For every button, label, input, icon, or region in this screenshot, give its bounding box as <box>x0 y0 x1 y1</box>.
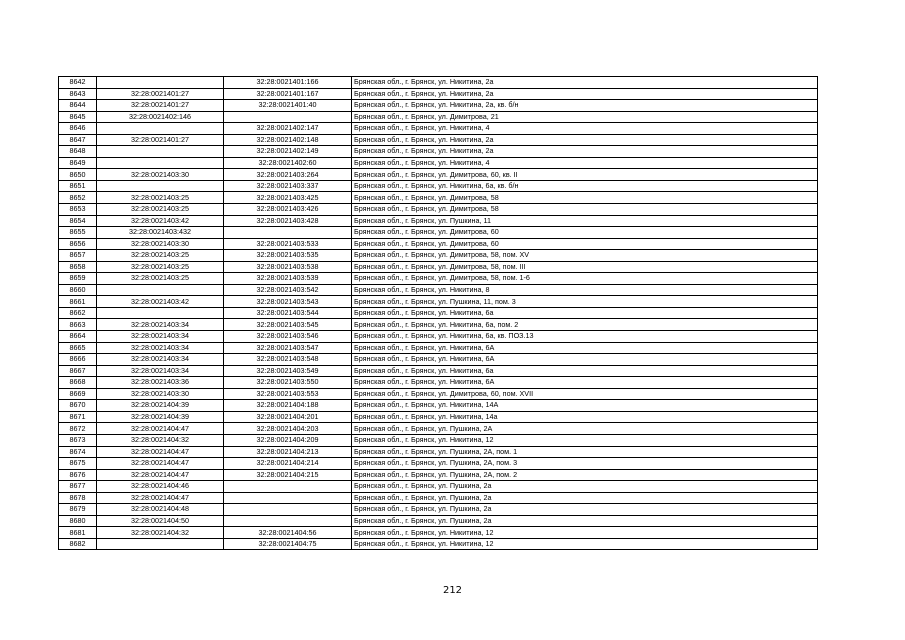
address-cell: Брянская обл., г. Брянск, ул. Димитрова, 60 <box>352 227 818 239</box>
cadastral-number-cell: 32:28:0021404:188 <box>224 400 352 412</box>
address-cell: Брянская обл., г. Брянск, ул. Никитина, 2а, кв. б/н <box>352 100 818 112</box>
cadastral-number-cell: 32:28:0021403:535 <box>224 250 352 262</box>
row-number-cell: 8673 <box>59 434 97 446</box>
cadastral-number-cell: 32:28:0021403:542 <box>224 284 352 296</box>
row-number-cell: 8658 <box>59 261 97 273</box>
address-cell: Брянская обл., г. Брянск, ул. Никитина, 4 <box>352 123 818 135</box>
parent-cadastral-number-cell: 32:28:0021403:34 <box>97 331 224 343</box>
cadastral-number-cell: 32:28:0021403:539 <box>224 273 352 285</box>
parent-cadastral-number-cell: 32:28:0021403:25 <box>97 273 224 285</box>
row-number-cell: 8659 <box>59 273 97 285</box>
address-cell: Брянская обл., г. Брянск, ул. Пушкина, 2А, пом. 2 <box>352 469 818 481</box>
address-cell: Брянская обл., г. Брянск, ул. Никитина, 6а <box>352 365 818 377</box>
page-number: 212 <box>442 585 463 596</box>
cadastral-number-cell: 32:28:0021403:546 <box>224 331 352 343</box>
parent-cadastral-number-cell: 32:28:0021404:47 <box>97 458 224 470</box>
address-cell: Брянская обл., г. Брянск, ул. Никитина, 2а <box>352 134 818 146</box>
row-number-cell: 8675 <box>59 458 97 470</box>
parent-cadastral-number-cell: 32:28:0021403:25 <box>97 261 224 273</box>
cadastral-number-cell: 32:28:0021403:428 <box>224 215 352 227</box>
row-number-cell: 8656 <box>59 238 97 250</box>
address-cell: Брянская обл., г. Брянск, ул. Пушкина, 2А <box>352 423 818 435</box>
cadastral-number-cell: 32:28:0021402:148 <box>224 134 352 146</box>
address-cell: Брянская обл., г. Брянск, ул. Никитина, 14а <box>352 411 818 423</box>
cadastral-number-cell: 32:28:0021404:56 <box>224 527 352 539</box>
table-row <box>59 458 818 470</box>
table-row <box>59 215 818 227</box>
table-row <box>59 77 818 89</box>
parent-cadastral-number-cell: 32:28:0021401:27 <box>97 88 224 100</box>
parent-cadastral-number-cell <box>97 123 224 135</box>
table-row <box>59 111 818 123</box>
row-number-cell: 8657 <box>59 250 97 262</box>
table-row <box>59 423 818 435</box>
row-number-cell: 8645 <box>59 111 97 123</box>
address-cell: Брянская обл., г. Брянск, ул. Никитина, 2а <box>352 146 818 158</box>
row-number-cell: 8664 <box>59 331 97 343</box>
row-number-cell: 8649 <box>59 157 97 169</box>
cadastral-number-cell: 32:28:0021403:553 <box>224 388 352 400</box>
table-row <box>59 319 818 331</box>
row-number-cell: 8647 <box>59 134 97 146</box>
address-cell: Брянская обл., г. Брянск, ул. Никитина, 12 <box>352 538 818 550</box>
cadastral-number-cell: 32:28:0021402:149 <box>224 146 352 158</box>
row-number-cell: 8655 <box>59 227 97 239</box>
table-row <box>59 538 818 550</box>
parent-cadastral-number-cell: 32:28:0021401:27 <box>97 100 224 112</box>
row-number-cell: 8650 <box>59 169 97 181</box>
parent-cadastral-number-cell: 32:28:0021404:47 <box>97 423 224 435</box>
address-cell: Брянская обл., г. Брянск, ул. Пушкина, 2а <box>352 504 818 516</box>
row-number-cell: 8642 <box>59 77 97 89</box>
row-number-cell: 8679 <box>59 504 97 516</box>
address-cell: Брянская обл., г. Брянск, ул. Димитрова, 58, пом. XV <box>352 250 818 262</box>
row-number-cell: 8648 <box>59 146 97 158</box>
table-row <box>59 469 818 481</box>
cadastral-table-body <box>59 77 818 550</box>
table-row <box>59 504 818 516</box>
parent-cadastral-number-cell: 32:28:0021403:30 <box>97 388 224 400</box>
table-row <box>59 388 818 400</box>
parent-cadastral-number-cell <box>97 146 224 158</box>
table-row <box>59 354 818 366</box>
address-cell: Брянская обл., г. Брянск, ул. Пушкина, 2а <box>352 481 818 493</box>
cadastral-number-cell <box>224 504 352 516</box>
address-cell: Брянская обл., г. Брянск, ул. Димитрова, 21 <box>352 111 818 123</box>
row-number-cell: 8676 <box>59 469 97 481</box>
address-cell: Брянская обл., г. Брянск, ул. Пушкина, 11, пом. 3 <box>352 296 818 308</box>
address-cell: Брянская обл., г. Брянск, ул. Димитрова, 60, кв. II <box>352 169 818 181</box>
cadastral-number-cell: 32:28:0021404:203 <box>224 423 352 435</box>
table-row <box>59 284 818 296</box>
address-cell: Брянская обл., г. Брянск, ул. Никитина, 4 <box>352 157 818 169</box>
cadastral-number-cell: 32:28:0021403:547 <box>224 342 352 354</box>
address-cell: Брянская обл., г. Брянск, ул. Димитрова, 58, пом. III <box>352 261 818 273</box>
table-row <box>59 261 818 273</box>
row-number-cell: 8660 <box>59 284 97 296</box>
cadastral-number-cell <box>224 515 352 527</box>
parent-cadastral-number-cell: 32:28:0021404:47 <box>97 469 224 481</box>
parent-cadastral-number-cell: 32:28:0021404:46 <box>97 481 224 493</box>
table-row <box>59 527 818 539</box>
parent-cadastral-number-cell <box>97 77 224 89</box>
table-row <box>59 296 818 308</box>
row-number-cell: 8652 <box>59 192 97 204</box>
parent-cadastral-number-cell: 32:28:0021402:146 <box>97 111 224 123</box>
row-number-cell: 8682 <box>59 538 97 550</box>
cadastral-number-cell: 32:28:0021402:60 <box>224 157 352 169</box>
address-cell: Брянская обл., г. Брянск, ул. Пушкина, 2а <box>352 492 818 504</box>
cadastral-number-cell: 32:28:0021403:545 <box>224 319 352 331</box>
address-cell: Брянская обл., г. Брянск, ул. Никитина, 2а <box>352 88 818 100</box>
table-row <box>59 307 818 319</box>
parent-cadastral-number-cell: 32:28:0021403:34 <box>97 319 224 331</box>
table-row <box>59 88 818 100</box>
cadastral-number-cell: 32:28:0021403:264 <box>224 169 352 181</box>
parent-cadastral-number-cell: 32:28:0021403:25 <box>97 204 224 216</box>
parent-cadastral-number-cell: 32:28:0021403:25 <box>97 250 224 262</box>
cadastral-number-cell <box>224 492 352 504</box>
table-row <box>59 434 818 446</box>
parent-cadastral-number-cell <box>97 180 224 192</box>
row-number-cell: 8666 <box>59 354 97 366</box>
parent-cadastral-number-cell: 32:28:0021401:27 <box>97 134 224 146</box>
address-cell: Брянская обл., г. Брянск, ул. Пушкина, 2А, пом. 3 <box>352 458 818 470</box>
table-row <box>59 377 818 389</box>
parent-cadastral-number-cell: 32:28:0021403:36 <box>97 377 224 389</box>
parent-cadastral-number-cell: 32:28:0021404:39 <box>97 411 224 423</box>
cadastral-number-cell: 32:28:0021403:543 <box>224 296 352 308</box>
cadastral-number-cell <box>224 481 352 493</box>
parent-cadastral-number-cell: 32:28:0021404:32 <box>97 434 224 446</box>
row-number-cell: 8672 <box>59 423 97 435</box>
cadastral-number-cell: 32:28:0021401:167 <box>224 88 352 100</box>
cadastral-number-cell: 32:28:0021403:550 <box>224 377 352 389</box>
table-row <box>59 250 818 262</box>
parent-cadastral-number-cell <box>97 538 224 550</box>
cadastral-number-cell: 32:28:0021401:40 <box>224 100 352 112</box>
parent-cadastral-number-cell: 32:28:0021404:50 <box>97 515 224 527</box>
table-row <box>59 180 818 192</box>
parent-cadastral-number-cell: 32:28:0021403:42 <box>97 215 224 227</box>
parent-cadastral-number-cell: 32:28:0021403:432 <box>97 227 224 239</box>
table-row <box>59 192 818 204</box>
table-row <box>59 146 818 158</box>
cadastral-number-cell: 32:28:0021404:201 <box>224 411 352 423</box>
address-cell: Брянская обл., г. Брянск, ул. Димитрова, 60, пом. XVII <box>352 388 818 400</box>
row-number-cell: 8651 <box>59 180 97 192</box>
parent-cadastral-number-cell: 32:28:0021403:30 <box>97 238 224 250</box>
cadastral-number-cell: 32:28:0021403:426 <box>224 204 352 216</box>
parent-cadastral-number-cell: 32:28:0021404:39 <box>97 400 224 412</box>
cadastral-number-cell: 32:28:0021404:214 <box>224 458 352 470</box>
cadastral-number-cell <box>224 227 352 239</box>
cadastral-table <box>58 76 818 550</box>
table-row <box>59 446 818 458</box>
cadastral-number-cell: 32:28:0021402:147 <box>224 123 352 135</box>
table-row <box>59 123 818 135</box>
row-number-cell: 8667 <box>59 365 97 377</box>
table-row <box>59 157 818 169</box>
parent-cadastral-number-cell <box>97 284 224 296</box>
parent-cadastral-number-cell <box>97 307 224 319</box>
cadastral-number-cell: 32:28:0021404:209 <box>224 434 352 446</box>
address-cell: Брянская обл., г. Брянск, ул. Никитина, 12 <box>352 527 818 539</box>
table-row <box>59 204 818 216</box>
address-cell: Брянская обл., г. Брянск, ул. Никитина, 6А <box>352 354 818 366</box>
table-row <box>59 134 818 146</box>
row-number-cell: 8653 <box>59 204 97 216</box>
cadastral-number-cell <box>224 111 352 123</box>
cadastral-number-cell: 32:28:0021403:549 <box>224 365 352 377</box>
table-row <box>59 169 818 181</box>
row-number-cell: 8670 <box>59 400 97 412</box>
address-cell: Брянская обл., г. Брянск, ул. Никитина, 6А <box>352 342 818 354</box>
table-row <box>59 400 818 412</box>
table-row <box>59 515 818 527</box>
table-row <box>59 365 818 377</box>
parent-cadastral-number-cell: 32:28:0021404:48 <box>97 504 224 516</box>
row-number-cell: 8681 <box>59 527 97 539</box>
row-number-cell: 8668 <box>59 377 97 389</box>
address-cell: Брянская обл., г. Брянск, ул. Никитина, 6а <box>352 307 818 319</box>
address-cell: Брянская обл., г. Брянск, ул. Пушкина, 2А, пом. 1 <box>352 446 818 458</box>
table-row <box>59 342 818 354</box>
address-cell: Брянская обл., г. Брянск, ул. Никитина, 12 <box>352 434 818 446</box>
cadastral-number-cell: 32:28:0021403:337 <box>224 180 352 192</box>
row-number-cell: 8678 <box>59 492 97 504</box>
address-cell: Брянская обл., г. Брянск, ул. Димитрова, 58 <box>352 192 818 204</box>
cadastral-number-cell: 32:28:0021403:544 <box>224 307 352 319</box>
cadastral-number-cell: 32:28:0021403:533 <box>224 238 352 250</box>
row-number-cell: 8663 <box>59 319 97 331</box>
row-number-cell: 8677 <box>59 481 97 493</box>
row-number-cell: 8654 <box>59 215 97 227</box>
row-number-cell: 8674 <box>59 446 97 458</box>
parent-cadastral-number-cell: 32:28:0021403:30 <box>97 169 224 181</box>
address-cell: Брянская обл., г. Брянск, ул. Никитина, 6а, кв. б/н <box>352 180 818 192</box>
parent-cadastral-number-cell: 32:28:0021403:34 <box>97 342 224 354</box>
address-cell: Брянская обл., г. Брянск, ул. Димитрова, 58 <box>352 204 818 216</box>
cadastral-number-cell: 32:28:0021403:538 <box>224 261 352 273</box>
cadastral-number-cell: 32:28:0021403:425 <box>224 192 352 204</box>
parent-cadastral-number-cell: 32:28:0021403:25 <box>97 192 224 204</box>
parent-cadastral-number-cell: 32:28:0021404:32 <box>97 527 224 539</box>
cadastral-number-cell: 32:28:0021401:166 <box>224 77 352 89</box>
address-cell: Брянская обл., г. Брянск, ул. Пушкина, 2а <box>352 515 818 527</box>
address-cell: Брянская обл., г. Брянск, ул. Никитина, 2а <box>352 77 818 89</box>
address-cell: Брянская обл., г. Брянск, ул. Никитина, 6а, кв. ПОЗ.13 <box>352 331 818 343</box>
parent-cadastral-number-cell <box>97 157 224 169</box>
table-row <box>59 481 818 493</box>
row-number-cell: 8661 <box>59 296 97 308</box>
row-number-cell: 8671 <box>59 411 97 423</box>
parent-cadastral-number-cell: 32:28:0021403:34 <box>97 365 224 377</box>
address-cell: Брянская обл., г. Брянск, ул. Пушкина, 11 <box>352 215 818 227</box>
address-cell: Брянская обл., г. Брянск, ул. Никитина, 6А <box>352 377 818 389</box>
row-number-cell: 8665 <box>59 342 97 354</box>
parent-cadastral-number-cell: 32:28:0021403:34 <box>97 354 224 366</box>
address-cell: Брянская обл., г. Брянск, ул. Димитрова, 60 <box>352 238 818 250</box>
cadastral-number-cell: 32:28:0021404:213 <box>224 446 352 458</box>
table-row <box>59 100 818 112</box>
address-cell: Брянская обл., г. Брянск, ул. Димитрова, 58, пом. 1-6 <box>352 273 818 285</box>
address-cell: Брянская обл., г. Брянск, ул. Никитина, 14А <box>352 400 818 412</box>
cadastral-number-cell: 32:28:0021404:75 <box>224 538 352 550</box>
table-row <box>59 331 818 343</box>
parent-cadastral-number-cell: 32:28:0021404:47 <box>97 446 224 458</box>
table-row <box>59 238 818 250</box>
address-cell: Брянская обл., г. Брянск, ул. Никитина, 8 <box>352 284 818 296</box>
row-number-cell: 8646 <box>59 123 97 135</box>
table-row <box>59 411 818 423</box>
cadastral-number-cell: 32:28:0021404:215 <box>224 469 352 481</box>
parent-cadastral-number-cell: 32:28:0021404:47 <box>97 492 224 504</box>
row-number-cell: 8680 <box>59 515 97 527</box>
table-row <box>59 227 818 239</box>
cadastral-number-cell: 32:28:0021403:548 <box>224 354 352 366</box>
row-number-cell: 8662 <box>59 307 97 319</box>
table-row <box>59 273 818 285</box>
row-number-cell: 8643 <box>59 88 97 100</box>
row-number-cell: 8669 <box>59 388 97 400</box>
address-cell: Брянская обл., г. Брянск, ул. Никитина, 6а, пом. 2 <box>352 319 818 331</box>
row-number-cell: 8644 <box>59 100 97 112</box>
table-row <box>59 492 818 504</box>
parent-cadastral-number-cell: 32:28:0021403:42 <box>97 296 224 308</box>
